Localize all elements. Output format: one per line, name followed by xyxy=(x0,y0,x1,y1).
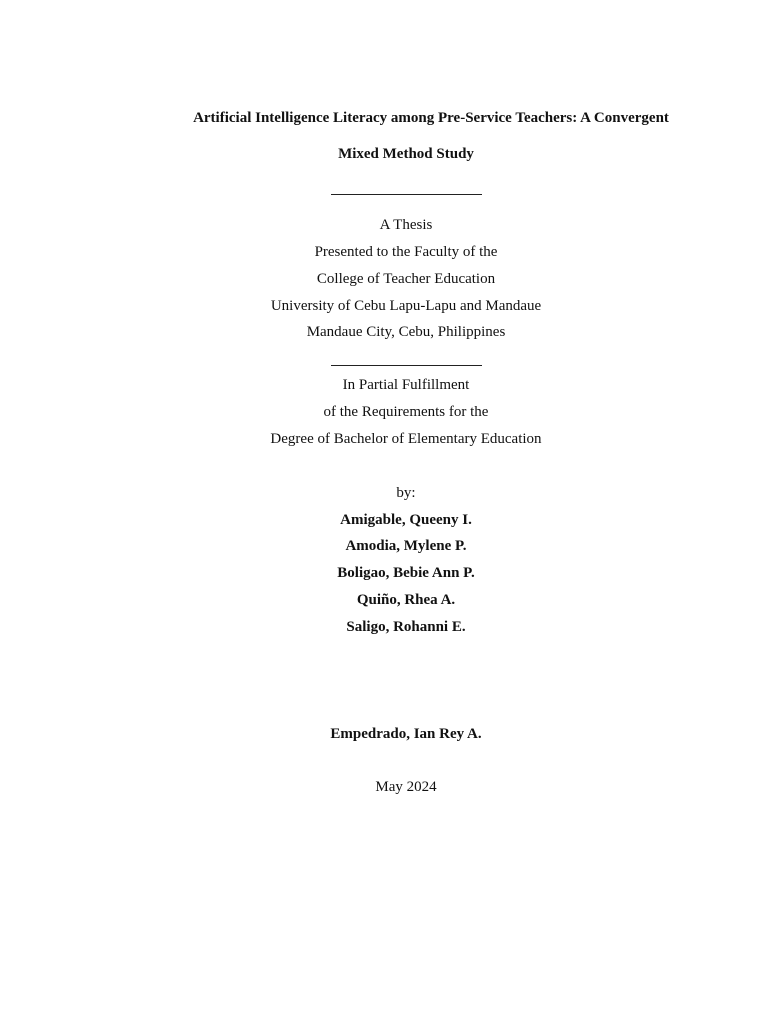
author-name: Saligo, Rohanni E. xyxy=(346,619,466,635)
author-name: Amodia, Mylene P. xyxy=(345,538,467,554)
fulfillment-line-2: of the Requirements for the xyxy=(323,404,489,420)
university-location: Mandaue City, Cebu, Philippines xyxy=(306,324,506,340)
divider-middle xyxy=(331,365,482,366)
thesis-title-line-2: Mixed Method Study xyxy=(338,146,474,162)
university-name: University of Cebu Lapu-Lapu and Mandaue xyxy=(270,298,542,314)
fulfillment-line-1: In Partial Fulfillment xyxy=(342,377,470,393)
adviser-name: Empedrado, Ian Rey A. xyxy=(330,726,482,742)
by-label: by: xyxy=(396,485,416,501)
author-name: Boligao, Bebie Ann P. xyxy=(337,565,475,581)
document-type: A Thesis xyxy=(379,217,433,233)
author-name: Amigable, Queeny I. xyxy=(340,512,472,528)
thesis-title-line-1: Artificial Intelligence Literacy among Pre-Service Teachers: A Convergent xyxy=(193,110,669,126)
author-name: Quiño, Rhea A. xyxy=(356,592,456,608)
degree-name: Degree of Bachelor of Elementary Education xyxy=(270,431,542,447)
divider-top xyxy=(331,194,482,195)
college-name: College of Teacher Education xyxy=(316,271,496,287)
presented-to: Presented to the Faculty of the xyxy=(314,244,498,260)
submission-date: May 2024 xyxy=(375,779,437,795)
